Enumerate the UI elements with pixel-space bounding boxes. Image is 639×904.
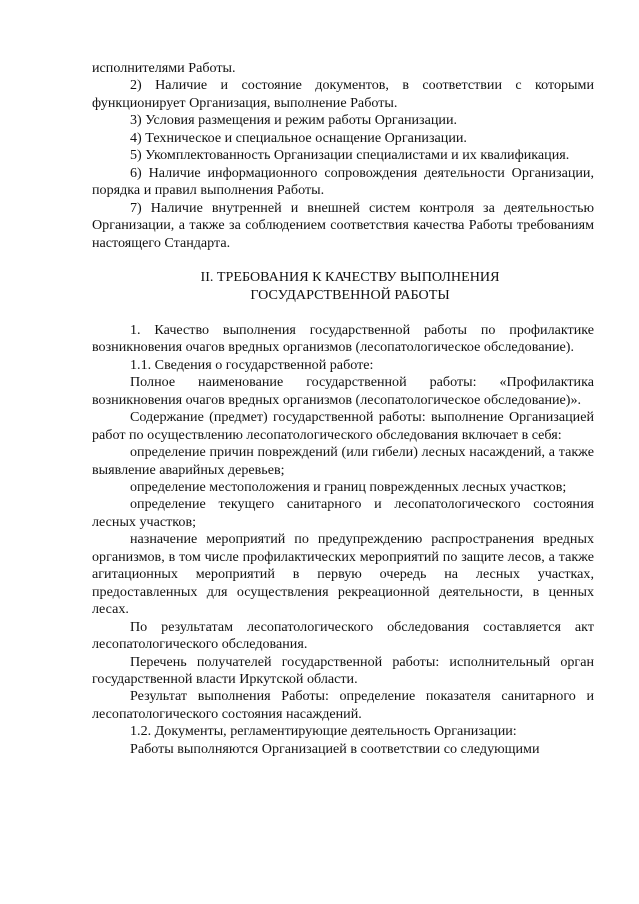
- paragraph: 3) Условия размещения и режим работы Организации.: [130, 112, 458, 129]
- paragraph: определение текущего санитарного и лесопатологического состояния лесных участков;: [92, 496, 594, 530]
- paragraph: определение причин повреждений (или гибели) лесных насаждений, а также выявление аварийных деревьев;: [92, 444, 594, 478]
- paragraph: 6) Наличие информационного сопровождения деятельности Организации, порядка и правил выполнения Работы.: [92, 164, 594, 199]
- section-heading-line2: ГОСУДАРСТВЕННОЙ РАБОТЫ: [250, 286, 450, 303]
- paragraph: 1.1. Сведения о государственной работе:: [130, 356, 374, 373]
- paragraph: 4) Техническое и специальное оснащение Организации.: [130, 129, 467, 146]
- section-heading-line1: II. ТРЕБОВАНИЯ К КАЧЕСТВУ ВЫПОЛНЕНИЯ: [200, 269, 500, 286]
- paragraph: 5) Укомплектованность Организации специалистами и их квалификация.: [130, 147, 570, 164]
- paragraph: Результат выполнения Работы: определение показателя санитарного и лесопатологического состояния насаждений.: [92, 688, 594, 722]
- paragraph: 2) Наличие и состояние документов, в соответствии с которыми функционирует Организация, выполнение Работы.: [92, 77, 594, 111]
- paragraph: определение местоположения и границ поврежденных лесных участков;: [130, 478, 567, 495]
- paragraph: Работы выполняются Организацией в соответствии со следующими: [130, 740, 540, 757]
- paragraph: Перечень получателей государственной работы: исполнительный орган государственной власти Иркутской области.: [92, 653, 594, 687]
- spacer: [92, 252, 594, 270]
- paragraph: 1. Качество выполнения государственной работы по профилактике возникновения очагов вредных организмов (лесопатологическое обследование).: [92, 321, 594, 356]
- paragraph: Содержание (предмет) государственной работы: выполнение Организацией работ по осуществлению лесопатологического обследования включает в себя:: [92, 409, 594, 443]
- paragraph: исполнителями Работы.: [92, 60, 236, 76]
- paragraph: 1.2. Документы, регламентирующие деятельность Организации:: [130, 723, 517, 740]
- spacer: [92, 304, 594, 322]
- paragraph: По результатам лесопатологического обследования составляется акт лесопатологического обследования.: [92, 618, 594, 653]
- paragraph: 7) Наличие внутренней и внешней систем контроля за деятельностью Организации, а также за соблюдением соответствия качества Работы требованиям настоящего Стандарта.: [92, 199, 594, 251]
- document-page: [92, 60, 594, 758]
- paragraph: Полное наименование государственной работы: «Профилактика возникновения очагов вредных организмов (лесопатологическое обследование)».: [92, 374, 594, 408]
- paragraph: назначение мероприятий по предупреждению распространения вредных организмов, в том числе профилактических мероприятий по защите лесов, а также агитационных мероприятий в первую очередь на лесных участках, предоставленных для осуществления рекреационной деятельности, в ценных лесах.: [92, 531, 594, 618]
